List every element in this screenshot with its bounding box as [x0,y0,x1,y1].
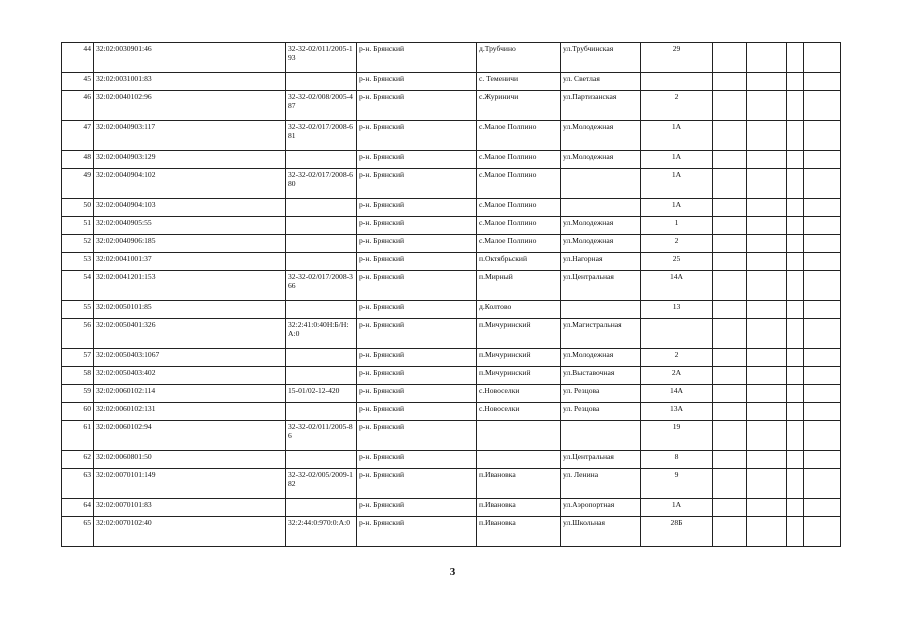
table-row [62,517,841,547]
district-cell: р-н. Брянский [357,499,477,517]
empty-cell [787,217,804,235]
settlement-cell [477,451,561,469]
empty-cell [747,43,787,73]
table-row [62,73,841,91]
empty-cell [787,199,804,217]
empty-cell [804,121,841,151]
district-cell: р-н. Брянский [357,367,477,385]
registration-number: 32-32-02/011/2005-86 [286,421,357,451]
empty-cell [787,517,804,547]
empty-cell [787,403,804,421]
row-number: 53 [62,253,94,271]
house-cell: 1А [641,151,713,169]
empty-cell [804,319,841,349]
settlement-cell: п.Ивановка [477,517,561,547]
empty-cell [713,151,747,169]
cadastral-number: 32:02:0041001:37 [94,253,286,271]
house-cell: 13А [641,403,713,421]
registration-number: 15-01/02-12-420 [286,385,357,403]
table-row [62,235,841,253]
empty-cell [713,403,747,421]
empty-cell [804,253,841,271]
empty-cell [713,349,747,367]
row-number: 54 [62,271,94,301]
empty-cell [787,367,804,385]
empty-cell [713,367,747,385]
street-cell: ул.Выставочная [561,367,641,385]
empty-cell [804,301,841,319]
empty-cell [747,199,787,217]
street-cell: ул.Трубчинская [561,43,641,73]
empty-cell [787,169,804,199]
district-cell: р-н. Брянский [357,421,477,451]
street-cell [561,199,641,217]
empty-cell [787,421,804,451]
empty-cell [787,121,804,151]
row-number: 50 [62,199,94,217]
empty-cell [804,199,841,217]
registration-number [286,367,357,385]
registration-number [286,217,357,235]
settlement-cell: п.Ивановка [477,499,561,517]
table-row [62,349,841,367]
settlement-cell: с.Малое Полпино [477,235,561,253]
empty-cell [787,73,804,91]
district-cell: р-н. Брянский [357,43,477,73]
cadastral-number: 32:02:0031001:83 [94,73,286,91]
empty-cell [747,151,787,169]
district-cell: р-н. Брянский [357,217,477,235]
empty-cell [804,91,841,121]
district-cell: р-н. Брянский [357,121,477,151]
settlement-cell: п.Мирный [477,271,561,301]
table-row [62,469,841,499]
settlement-cell: с.Малое Полпино [477,199,561,217]
cadastral-number: 32:02:0030901:46 [94,43,286,73]
empty-cell [713,235,747,253]
house-cell: 1А [641,199,713,217]
registration-number [286,151,357,169]
empty-cell [787,451,804,469]
row-number: 65 [62,517,94,547]
district-cell: р-н. Брянский [357,517,477,547]
row-number: 46 [62,91,94,121]
empty-cell [713,421,747,451]
registration-number: 32:2:41:0:40Н:Б/Н:А:0 [286,319,357,349]
settlement-cell: с.Новоселки [477,385,561,403]
registration-number: 32-32-02/017/2008-681 [286,121,357,151]
house-cell: 19 [641,421,713,451]
cadastral-number: 32:02:0060801:50 [94,451,286,469]
street-cell [561,301,641,319]
empty-cell [787,319,804,349]
street-cell: ул.Молодежная [561,217,641,235]
table-row [62,301,841,319]
cadastral-number: 32:02:0060102:94 [94,421,286,451]
settlement-cell: с.Малое Полпино [477,151,561,169]
page-number: 3 [449,566,456,578]
settlement-cell [477,421,561,451]
street-cell [561,169,641,199]
empty-cell [804,499,841,517]
table-row [62,151,841,169]
house-cell: 1А [641,499,713,517]
empty-cell [804,271,841,301]
empty-cell [804,217,841,235]
empty-cell [804,451,841,469]
cadastral-number: 32:02:0070101:149 [94,469,286,499]
empty-cell [747,451,787,469]
registration-number [286,403,357,421]
empty-cell [713,499,747,517]
row-number: 49 [62,169,94,199]
row-number: 56 [62,319,94,349]
street-cell: ул.Магистральная [561,319,641,349]
row-number: 62 [62,451,94,469]
empty-cell [804,421,841,451]
empty-cell [713,517,747,547]
row-number: 63 [62,469,94,499]
empty-cell [747,271,787,301]
empty-cell [787,91,804,121]
house-cell: 2А [641,367,713,385]
empty-cell [804,385,841,403]
table-row [62,91,841,121]
table-row [62,199,841,217]
cadastral-number: 32:02:0060102:114 [94,385,286,403]
settlement-cell: п.Мичуринский [477,319,561,349]
cadastral-number: 32:02:0040904:102 [94,169,286,199]
district-cell: р-н. Брянский [357,199,477,217]
empty-cell [747,349,787,367]
settlement-cell: п.Ивановка [477,469,561,499]
empty-cell [713,91,747,121]
row-number: 44 [62,43,94,73]
table-row [62,271,841,301]
street-cell: ул.Нагорная [561,253,641,271]
empty-cell [787,253,804,271]
empty-cell [787,235,804,253]
table-row [62,451,841,469]
street-cell [561,421,641,451]
empty-cell [747,301,787,319]
cadastral-number: 32:02:0050403:402 [94,367,286,385]
table-body [62,43,841,547]
empty-cell [713,253,747,271]
cadastral-number: 32:02:0041201:153 [94,271,286,301]
street-cell: ул.Молодежная [561,235,641,253]
house-cell: 28Б [641,517,713,547]
street-cell: ул.Аэропортная [561,499,641,517]
registration-number [286,499,357,517]
empty-cell [713,121,747,151]
house-cell: 2 [641,91,713,121]
district-cell: р-н. Брянский [357,151,477,169]
table-row [62,403,841,421]
house-cell: 14А [641,271,713,301]
empty-cell [747,517,787,547]
settlement-cell: д.Колтово [477,301,561,319]
empty-cell [713,199,747,217]
empty-cell [713,385,747,403]
registration-number [286,451,357,469]
house-cell: 1 [641,217,713,235]
house-cell: 13 [641,301,713,319]
table-row [62,121,841,151]
empty-cell [713,271,747,301]
empty-cell [804,151,841,169]
street-cell: ул.Центральная [561,451,641,469]
empty-cell [747,73,787,91]
cadastral-number: 32:02:0060102:131 [94,403,286,421]
registration-number: 32-32-02/005/2009-182 [286,469,357,499]
empty-cell [713,451,747,469]
registration-number [286,349,357,367]
empty-cell [787,499,804,517]
row-number: 52 [62,235,94,253]
house-cell: 14А [641,385,713,403]
table-row [62,253,841,271]
registration-number: 32:2:44:0:970:0:А:0 [286,517,357,547]
cadastral-number: 32:02:0040102:96 [94,91,286,121]
empty-cell [747,499,787,517]
cadastral-number: 32:02:0040905:55 [94,217,286,235]
row-number: 61 [62,421,94,451]
street-cell: ул.Школьная [561,517,641,547]
empty-cell [713,43,747,73]
cadastral-number: 32:02:0040906:185 [94,235,286,253]
empty-cell [747,421,787,451]
street-cell: ул.Молодежная [561,151,641,169]
district-cell: р-н. Брянский [357,271,477,301]
registration-number [286,301,357,319]
district-cell: р-н. Брянский [357,451,477,469]
house-cell: 1А [641,121,713,151]
street-cell: ул.Молодежная [561,121,641,151]
district-cell: р-н. Брянский [357,349,477,367]
empty-cell [804,235,841,253]
house-cell [641,73,713,91]
district-cell: р-н. Брянский [357,385,477,403]
empty-cell [787,469,804,499]
house-cell [641,319,713,349]
table-row [62,43,841,73]
empty-cell [787,301,804,319]
empty-cell [713,73,747,91]
settlement-cell: с.Малое Полпино [477,121,561,151]
empty-cell [804,73,841,91]
registration-number [286,73,357,91]
empty-cell [804,43,841,73]
row-number: 57 [62,349,94,367]
empty-cell [804,517,841,547]
settlement-cell: с.Новоселки [477,403,561,421]
cadastral-number: 32:02:0050403:1067 [94,349,286,367]
empty-cell [787,151,804,169]
empty-cell [747,319,787,349]
empty-cell [804,169,841,199]
district-cell: р-н. Брянский [357,73,477,91]
district-cell: р-н. Брянский [357,169,477,199]
cadastral-number: 32:02:0070101:83 [94,499,286,517]
table-row [62,217,841,235]
street-cell: ул. Резцова [561,403,641,421]
empty-cell [747,217,787,235]
empty-cell [747,121,787,151]
row-number: 55 [62,301,94,319]
table-row [62,169,841,199]
empty-cell [747,385,787,403]
house-cell: 2 [641,349,713,367]
table-row [62,319,841,349]
settlement-cell: п.Октябрьский [477,253,561,271]
house-cell: 9 [641,469,713,499]
settlement-cell: с.Малое Полпино [477,217,561,235]
row-number: 59 [62,385,94,403]
registration-number: 32-32-02/008/2005-487 [286,91,357,121]
cadastral-number: 32:02:0040904:103 [94,199,286,217]
empty-cell [713,319,747,349]
house-cell: 29 [641,43,713,73]
empty-cell [713,469,747,499]
empty-cell [747,403,787,421]
empty-cell [787,271,804,301]
empty-cell [713,217,747,235]
empty-cell [747,169,787,199]
settlement-cell: п.Мичуринский [477,349,561,367]
registration-number: 32-32-02/011/2005-193 [286,43,357,73]
cadastral-number: 32:02:0040903:117 [94,121,286,151]
empty-cell [747,91,787,121]
registration-number [286,235,357,253]
district-cell: р-н. Брянский [357,319,477,349]
district-cell: р-н. Брянский [357,403,477,421]
empty-cell [804,469,841,499]
registration-number: 32-32-02/017/2008-366 [286,271,357,301]
row-number: 47 [62,121,94,151]
table-row [62,499,841,517]
district-cell: р-н. Брянский [357,235,477,253]
settlement-cell: п.Мичуринский [477,367,561,385]
empty-cell [747,469,787,499]
house-cell: 25 [641,253,713,271]
street-cell: ул. Светлая [561,73,641,91]
row-number: 64 [62,499,94,517]
house-cell: 2 [641,235,713,253]
cadastral-number: 32:02:0070102:40 [94,517,286,547]
row-number: 45 [62,73,94,91]
cadastral-number: 32:02:0050101:85 [94,301,286,319]
settlement-cell: с. Теменичи [477,73,561,91]
empty-cell [747,253,787,271]
registration-number [286,199,357,217]
street-cell: ул. Резцова [561,385,641,403]
house-cell: 8 [641,451,713,469]
settlement-cell: д.Трубчино [477,43,561,73]
empty-cell [713,169,747,199]
settlement-cell: с.Малое Полпино [477,169,561,199]
empty-cell [804,349,841,367]
empty-cell [804,403,841,421]
district-cell: р-н. Брянский [357,91,477,121]
row-number: 60 [62,403,94,421]
table-row [62,367,841,385]
row-number: 58 [62,367,94,385]
empty-cell [804,367,841,385]
registration-number [286,253,357,271]
street-cell: ул.Центральная [561,271,641,301]
empty-cell [713,301,747,319]
settlement-cell: с.Журиничи [477,91,561,121]
register-table [61,42,841,547]
house-cell: 1А [641,169,713,199]
district-cell: р-н. Брянский [357,469,477,499]
street-cell: ул.Молодежная [561,349,641,367]
empty-cell [787,385,804,403]
cadastral-number: 32:02:0050401:326 [94,319,286,349]
table-row [62,385,841,403]
empty-cell [787,43,804,73]
empty-cell [747,235,787,253]
empty-cell [747,367,787,385]
row-number: 48 [62,151,94,169]
street-cell: ул. Ленина [561,469,641,499]
district-cell: р-н. Брянский [357,253,477,271]
table-row [62,421,841,451]
row-number: 51 [62,217,94,235]
registration-number: 32-32-02/017/2008-680 [286,169,357,199]
empty-cell [787,349,804,367]
district-cell: р-н. Брянский [357,301,477,319]
street-cell: ул.Партизанская [561,91,641,121]
cadastral-number: 32:02:0040903:129 [94,151,286,169]
